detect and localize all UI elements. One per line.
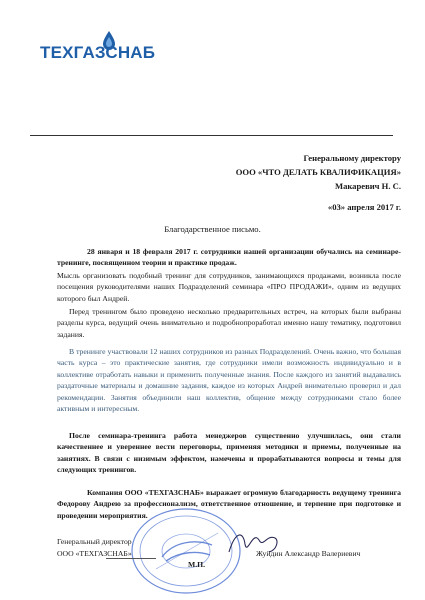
paragraph-5: После семинара-тренинга работа менеджеров существенно улучшилась, они стали качественнее и увереннее вести переговоры, применяя методики и приемы, полученные на занятиях. В связи с низимым эффектом, намечены и прорабатываются вопросы и темы для следующих тренингов.	[57, 431, 401, 475]
stamp-place-label: М.П.	[188, 560, 206, 569]
addressee-company: ООО «ЧТО ДЕЛАТЬ КВАЛИФИКАЦИЯ»	[235, 167, 401, 177]
signer-company: ООО «ТЕХГАЗСНАБ»	[57, 549, 132, 558]
addressee-name: Макаревич Н. С.	[334, 181, 401, 191]
addressee-position: Генеральному директору	[303, 153, 401, 163]
letter-date: «03» апреля 2017 г.	[327, 202, 401, 212]
paragraph-3: Перед тренингом было проведено несколько предварительных встреч, на которых были выбраны разделы курса, ведущий очень внимательно и подробнопроработал именно нашу тематику, подготовил задания.	[57, 307, 401, 339]
header-divider	[30, 135, 393, 136]
paragraph-4: В тренинге участвовали 12 наших сотрудников из разных Подразделений. Очень важно, что большая часть курса – это практические занятия, где сотрудники имели возможность индивидуально и в коллективе отработать навыки и применить полученные знания. После каждого из занятий выдавались раздаточные материалы и домашние задания, каждое из которых Андрей внимательно проверил и дал рекомендации. Занятия объединили наш коллектив, общение между сотрудниками стало более активным и интересным.	[57, 347, 401, 414]
paragraph-2: Мысль организовать подобный тренинг для сотрудников, занимающихся продажами, возникла после посещения руководителями наших Подразделений семинара «ПРО ПРОДАЖИ», одним из ведущих которого был Андрей.	[57, 271, 401, 303]
paragraph-6: Компания ООО «ТЕХГАЗСНАБ» выражает огромную благодарность ведущему тренинга Федорову Андрею за профессионализм, ответственное отношение, и терпение при подготовке и проведении мероприятия.	[57, 488, 401, 520]
signer-name: Жуйдин Александр Валериевич	[256, 549, 361, 558]
company-logo	[40, 31, 190, 65]
letter-title: Благодарственное письмо.	[164, 224, 261, 234]
signer-position: Генеральный директор	[57, 537, 132, 546]
paragraph-1: 28 января и 18 февраля 2017 г. сотрудники нашей организации обучались на семинаре-тренинге, посвященном теории и практике продаж.	[57, 247, 401, 268]
logo-text: ТЕХГАЗСНАБ	[40, 43, 156, 62]
signature-line	[106, 549, 156, 559]
